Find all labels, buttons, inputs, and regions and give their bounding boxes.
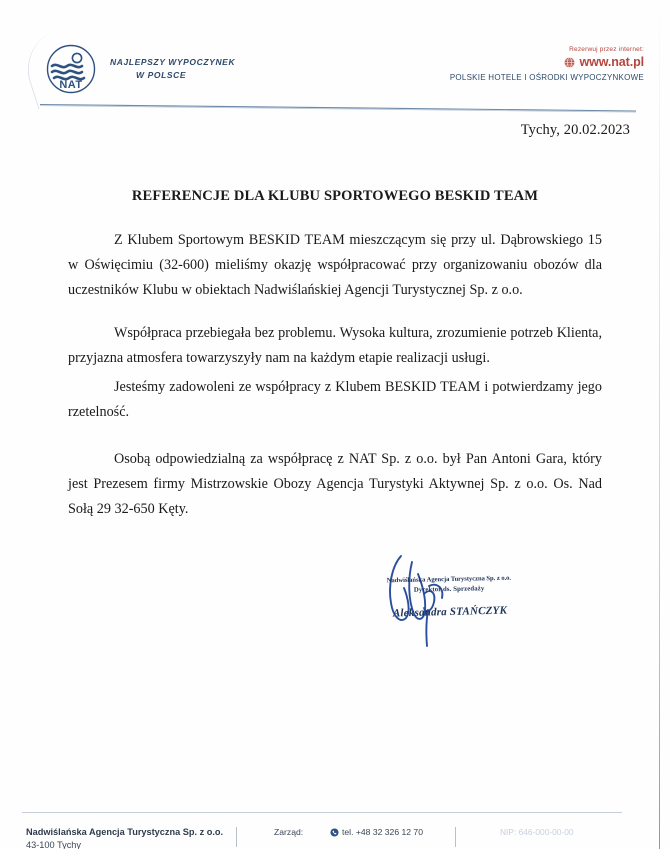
website-row[interactable]: [450, 55, 644, 69]
tagline-line-2: W POLSCE: [136, 70, 187, 80]
footer-separator-2: [455, 827, 456, 847]
paragraph-3: Jesteśmy zadowoleni ze współpracy z Klubem BESKID TEAM i potwierdzamy jego rzetelność.: [68, 379, 602, 420]
website-url[interactable]: www.nat.pl: [579, 55, 644, 69]
letterhead: [0, 0, 670, 110]
footer-nip: NIP: 646-000-00-00: [500, 827, 574, 837]
signer-name: Aleksandra STAŃCZYK: [392, 604, 508, 620]
footer-board-label: Zarząd:: [274, 827, 304, 837]
reserve-online-label: Rezerwuj przez internet:: [569, 46, 644, 53]
footer-company-block: [26, 826, 223, 849]
phone-icon: [330, 828, 339, 837]
footer-phone-block: [330, 826, 423, 839]
letterhead-contact: [450, 46, 644, 82]
paragraph-2: Współpraca przebiegała bez problemu. Wysoka kultura, zrozumienie potrzeb Klienta, przyjazna atmosfera towarzyszyły nam na każdym etapie realizacji usługi.: [68, 325, 602, 366]
page-footer: [0, 826, 670, 849]
document-body: [68, 228, 602, 522]
footer-divider: [22, 812, 622, 813]
nat-logo: [44, 44, 235, 94]
hotels-resorts-line: POLSKIE HOTELE I OŚRODKI WYPOCZYNKOWE: [449, 73, 644, 82]
footer-separator-1: [236, 827, 237, 847]
tagline-line-1: NAJLEPSZY WYPOCZYNEK: [110, 57, 236, 68]
stamp-role-line: Dyrektor ds. Sprzedaży: [413, 585, 485, 594]
nat-tagline: [110, 56, 235, 82]
handwritten-signature: [338, 548, 568, 648]
footer-company-address: 43-100 Tychy: [26, 840, 81, 849]
svg-text:NAT: NAT: [59, 79, 83, 91]
header-divider: [40, 100, 636, 110]
globe-icon: [564, 57, 575, 68]
paragraph-4: Osobą odpowiedzialną za współpracę z NAT Sp. z o.o. był Pan Antoni Gara, który jest Prezesem firmy Mistrzowskie Obozy Agencja Turystyki Aktywnej Sp. z o.o. Os. Nad Sołą 29 32-650 Kęty.: [68, 451, 602, 517]
nat-logo-icon: [44, 44, 98, 94]
paragraph-1: Z Klubem Sportowym BESKID TEAM mieszczącym się przy ul. Dąbrowskiego 15 w Oświęcimiu (32-600) mieliśmy okazję współpracować przy organizowaniu obozów dla uczestników Klubu w obiektach Nadwiślańskiej Agencji Turystycznej Sp. z o.o.: [68, 232, 602, 298]
stamp-company-line: Nadwiślańska Agencja Turystyczna Sp. z o.o.: [386, 574, 512, 585]
document-date: Tychy, 20.02.2023: [520, 122, 630, 138]
footer-company-name: Nadwiślańska Agencja Turystyczna Sp. z o.o.: [26, 827, 224, 837]
document-title: REFERENCJE DLA KLUBU SPORTOWEGO BESKID TEAM: [131, 188, 539, 204]
scan-artifact-edge: [659, 0, 660, 849]
footer-phone-number: tel. +48 32 326 12 70: [342, 827, 423, 837]
signature-block: [338, 548, 568, 648]
